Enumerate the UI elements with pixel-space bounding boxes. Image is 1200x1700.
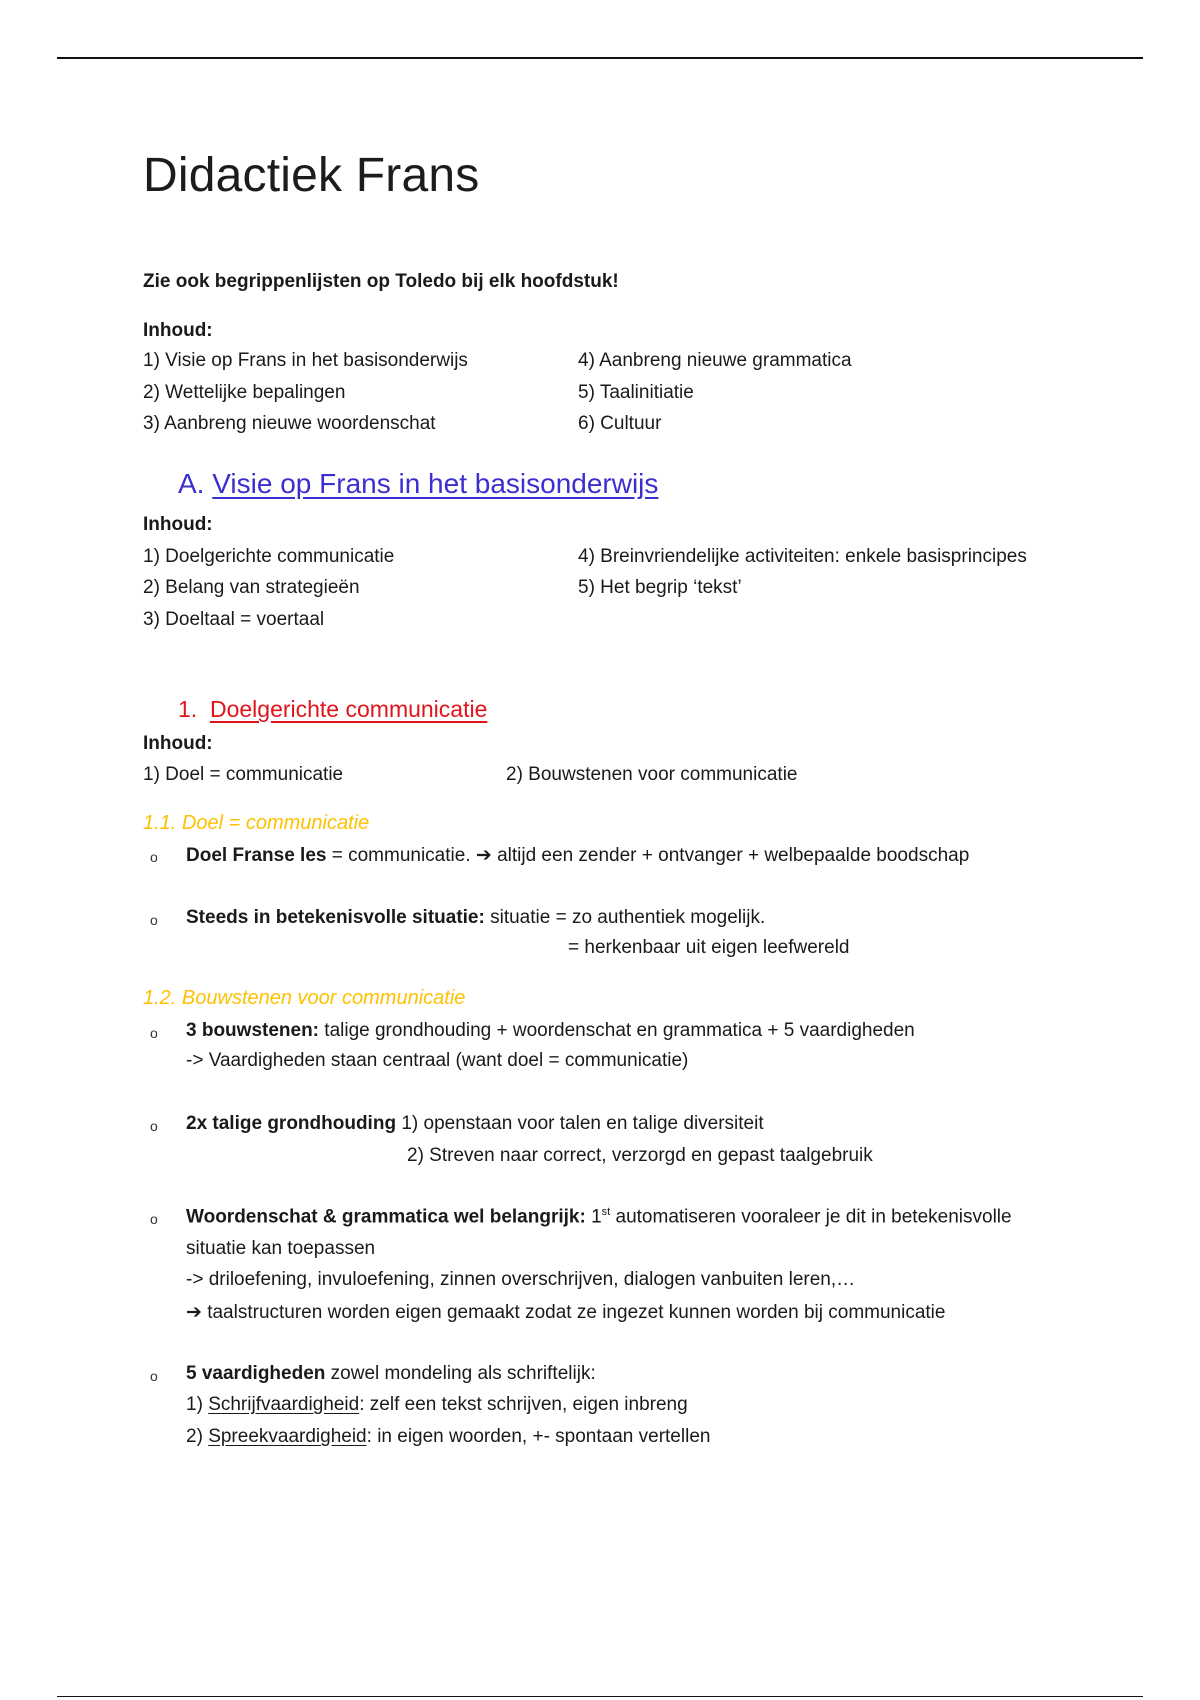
section-a-toc-item: 3) Doeltaal = voertaal xyxy=(143,609,325,630)
bullet-continuation: -> driloefening, invuloefening, zinnen overschrijven, dialogen vanbuiten leren,… xyxy=(186,1269,856,1290)
toc-item: 1) Visie op Frans in het basisonderwijs xyxy=(143,350,468,371)
page-title: Didactiek Frans xyxy=(143,149,480,202)
bullet-5-vaardigheden xyxy=(186,1363,596,1385)
section-a-title: Visie op Frans in het basisonderwijs xyxy=(212,468,659,499)
bullet-icon: o xyxy=(150,912,158,928)
bold-term: Steeds in betekenisvolle situatie: xyxy=(186,907,485,928)
bullet-icon: o xyxy=(150,1025,158,1041)
bullet-talige-grondhouding xyxy=(186,1113,764,1135)
underlined-term: Spreekvaardigheid xyxy=(208,1426,367,1447)
bullet-continuation: = herkenbaar uit eigen leefwereld xyxy=(568,937,850,958)
section-a-toc-item: 5) Het begrip ‘tekst’ xyxy=(578,577,742,598)
toc-item: 6) Cultuur xyxy=(578,413,662,434)
bullet-text: situatie = zo authentiek mogelijk. xyxy=(484,907,766,928)
section-a-toc-label: Inhoud: xyxy=(143,514,213,535)
bullet-woordenschat-grammatica xyxy=(186,1206,1012,1228)
item-number: 1) xyxy=(186,1394,209,1415)
toc-item: 5) Taalinitiatie xyxy=(578,382,694,403)
bullet-betekenisvolle-situatie xyxy=(186,907,765,929)
section-a-toc-item: 1) Doelgerichte communicatie xyxy=(143,546,395,567)
bullet-text: taalstructuren worden eigen gemaakt zodat ze ingezet kunnen worden bij communicatie xyxy=(201,1302,946,1323)
bullet-3-bouwstenen xyxy=(186,1020,915,1042)
bullet-icon: o xyxy=(150,1368,158,1384)
section-a-number: A. xyxy=(178,468,205,499)
section-1-title: Doelgerichte communicatie xyxy=(209,696,488,722)
bullet-icon: o xyxy=(150,1211,158,1227)
arrow-right-icon: ➔ xyxy=(475,845,492,866)
bullet-text: 1 xyxy=(585,1206,602,1228)
section-1-toc-label: Inhoud: xyxy=(143,733,213,754)
section-a-toc-item: 2) Belang van strategieën xyxy=(143,577,360,598)
bold-term: 5 vaardigheden xyxy=(186,1363,326,1384)
toc-item: 3) Aanbreng nieuwe woordenschat xyxy=(143,413,436,434)
subsection-1-2-title: 1.2. Bouwstenen voor communicatie xyxy=(143,987,466,1009)
underlined-term: Schrijfvaardigheid xyxy=(208,1394,360,1415)
footer-rule xyxy=(57,1696,1143,1697)
bullet-continuation: 2) Streven naar correct, verzorgd en gepast taalgebruik xyxy=(407,1145,873,1166)
superscript: st xyxy=(601,1206,611,1218)
section-1-toc-item: 2) Bouwstenen voor communicatie xyxy=(506,764,798,785)
section-a-toc-item: 4) Breinvriendelijke activiteiten: enkele basisprincipes xyxy=(578,546,1027,567)
bullet-doel-franse-les xyxy=(186,844,969,867)
toledo-note: Zie ook begrippenlijsten op Toledo bij elk hoofdstuk! xyxy=(143,271,619,292)
item-text: : zelf een tekst schrijven, eigen inbreng xyxy=(359,1394,688,1415)
section-1-number: 1. xyxy=(178,696,198,722)
bullet-continuation: situatie kan toepassen xyxy=(186,1238,376,1259)
subsection-1-1-title: 1.1. Doel = communicatie xyxy=(143,812,370,834)
toc-item: 2) Wettelijke bepalingen xyxy=(143,382,346,403)
bold-term: Doel Franse les xyxy=(186,845,327,866)
bullet-text: talige grondhouding + woordenschat en grammatica + 5 vaardigheden xyxy=(319,1020,915,1041)
bullet-icon: o xyxy=(150,849,158,865)
bold-term: 3 bouwstenen: xyxy=(186,1020,320,1041)
vaardigheid-item xyxy=(186,1394,688,1416)
header-rule xyxy=(57,57,1143,59)
section-1-toc-item: 1) Doel = communicatie xyxy=(143,764,344,785)
toc-item: 4) Aanbreng nieuwe grammatica xyxy=(578,350,852,371)
bullet-text: = communicatie. xyxy=(326,845,476,866)
bullet-text: altijd een zender + ontvanger + welbepaalde boodschap xyxy=(491,845,970,866)
item-number: 2) xyxy=(186,1426,209,1447)
bullet-text: 1) openstaan voor talen en talige diversiteit xyxy=(396,1113,764,1134)
bullet-text: automatiseren vooraleer je dit in betekenisvolle xyxy=(610,1206,1012,1228)
bold-term: Woordenschat & grammatica wel belangrijk: xyxy=(186,1206,586,1228)
bullet-continuation xyxy=(186,1301,945,1324)
bullet-continuation: -> Vaardigheden staan centraal (want doel = communicatie) xyxy=(186,1050,689,1071)
bullet-text: zowel mondeling als schriftelijk: xyxy=(325,1363,596,1384)
bold-term: 2x talige grondhouding xyxy=(186,1113,397,1134)
item-text: : in eigen woorden, +- spontaan vertellen xyxy=(366,1426,711,1447)
vaardigheid-item xyxy=(186,1426,710,1448)
bullet-icon: o xyxy=(150,1118,158,1134)
section-a-heading xyxy=(178,468,658,500)
toc-label: Inhoud: xyxy=(143,320,213,341)
section-1-heading xyxy=(178,696,487,723)
arrow-right-icon: ➔ xyxy=(186,1302,202,1323)
